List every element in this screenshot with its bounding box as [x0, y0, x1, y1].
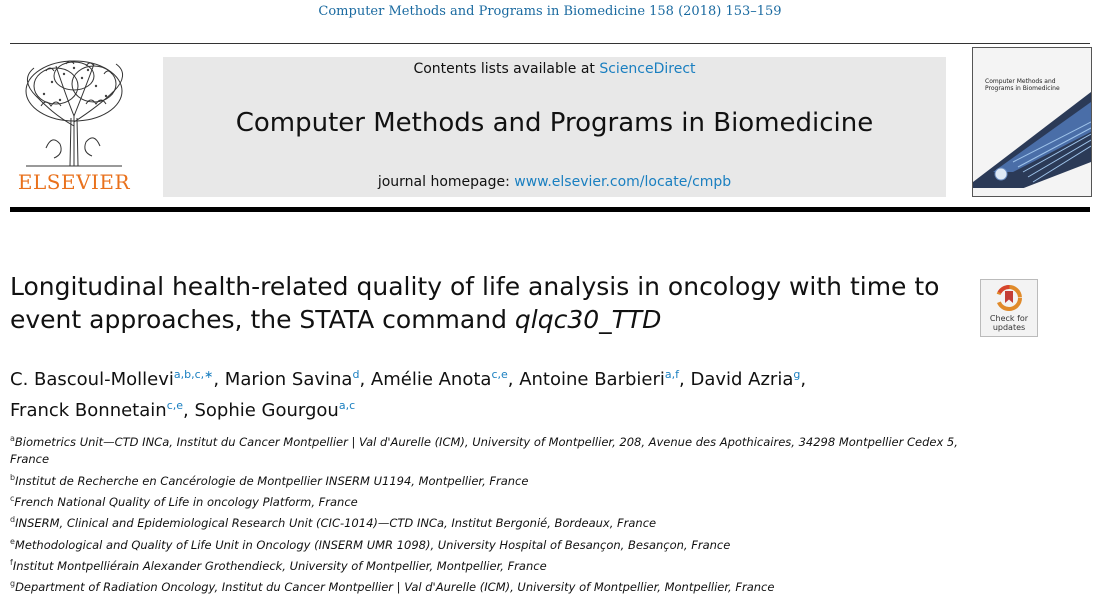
affiliation-item — [10, 490, 970, 511]
homepage-prefix: journal homepage: — [377, 174, 515, 190]
affiliation-label: g — [10, 579, 16, 589]
author-name[interactable]: David Azria — [690, 369, 794, 390]
affiliation-text: Biometrics Unit—CTD INCa, Institut du Cancer Montpellier | Val d'Aurelle (ICM), University of Montpellier, 208, Avenue des Apothicaires, 34298 Montpellier Cedex 5, France — [10, 434, 958, 467]
badge-line1: Check for — [989, 314, 1029, 323]
check-for-updates-badge[interactable] — [980, 279, 1038, 337]
author-name[interactable]: C. Bascoul-Mollevi — [10, 369, 174, 390]
affiliation-text: Methodological and Quality of Life Unit in Oncology (INSERM UMR 1098), University Hospital of Besançon, Besançon, France — [14, 537, 731, 552]
affiliation-text: Institut de Recherche en Cancérologie de Montpellier INSERM U1194, Montpellier, France — [15, 473, 529, 488]
article-title-main: Longitudinal health-related quality of life analysis in oncology with time to event approaches, the STATA command — [10, 272, 940, 334]
sciencedirect-link[interactable]: ScienceDirect — [599, 61, 696, 77]
article-title — [10, 270, 950, 336]
header-divider — [10, 207, 1090, 212]
author-affiliation-marker[interactable]: d — [352, 368, 360, 381]
affiliation-text: INSERM, Clinical and Epidemiological Research Unit (CIC-1014)—CTD INCa, Institut Bergonié, Bordeaux, France — [15, 516, 657, 531]
author-entry: C. Bascoul-Mollevi$^{a,b,c,∗}$, — [10, 368, 225, 390]
header-rule — [10, 43, 1090, 44]
author-affiliation-marker[interactable]: a,c — [338, 399, 356, 412]
cover-title: Computer Methods and Programs in Biomedicine — [985, 78, 1060, 92]
affiliation-text: Institut Montpelliérain Alexander Grothendieck, University of Montpellier, Montpellier, France — [12, 558, 547, 573]
affiliation-text: Department of Radiation Oncology, Institut du Cancer Montpellier | Val d'Aurelle (ICM), University of Montpellier, Montpellier, France — [15, 580, 775, 595]
journal-title: Computer Methods and Programs in Biomedicine — [235, 108, 874, 138]
affiliation-label: a — [10, 434, 15, 443]
affiliation-label: f — [10, 558, 13, 568]
contents-prefix: Contents lists available at — [413, 61, 600, 77]
author-affiliation-marker[interactable]: g — [793, 368, 801, 381]
homepage-link[interactable]: www.elsevier.com/locate/cmpb — [514, 174, 732, 190]
author-affiliation-marker[interactable]: c,e — [491, 368, 508, 381]
author-entry: Franck Bonnetain$^{c,e}$, — [10, 399, 195, 421]
author-entry: David Azria$^g$, — [690, 368, 807, 390]
author-name[interactable]: Amélie Anota — [370, 369, 492, 390]
affiliation-label: e — [10, 536, 15, 546]
check-for-updates-icon — [995, 284, 1023, 312]
affiliation-item — [10, 533, 970, 554]
affiliation-label: b — [10, 472, 16, 482]
cover-art-icon — [973, 92, 1091, 196]
author-name[interactable]: Antoine Barbieri — [519, 369, 665, 390]
affiliation-text: French National Quality of Life in oncology Platform, France — [14, 494, 358, 509]
author-entry: Marion Savina$^d$, — [224, 368, 371, 390]
author-name[interactable]: Franck Bonnetain — [10, 400, 167, 421]
journal-banner — [163, 57, 946, 197]
homepage-line — [163, 174, 946, 190]
badge-line2: updates — [992, 323, 1026, 332]
elsevier-logo[interactable] — [10, 56, 138, 198]
affiliation-label: c — [10, 494, 15, 504]
journal-citation[interactable]: Computer Methods and Programs in Biomedicine 158 (2018) 153–159 — [318, 4, 782, 19]
author-entry: Antoine Barbieri$^{a,f}$, — [519, 368, 691, 390]
author-affiliation-marker[interactable]: a,f — [664, 368, 680, 381]
journal-cover-image[interactable] — [972, 47, 1092, 197]
affiliation-item — [10, 554, 970, 575]
elsevier-wordmark: ELSEVIER — [17, 170, 131, 194]
affiliation-label: d — [10, 515, 16, 525]
author-entry: Amélie Anota$^{c,e}$, — [370, 368, 520, 390]
author-entry — [194, 400, 355, 421]
author-name[interactable]: Sophie Gourgou — [194, 400, 339, 421]
article-title-command: qlqc30_TTD — [514, 305, 662, 334]
affiliation-item — [10, 430, 970, 469]
author-list — [10, 362, 970, 424]
author-affiliation-marker[interactable]: a,b,c,∗ — [173, 368, 214, 381]
author-affiliation-marker[interactable]: c,e — [166, 399, 183, 412]
contents-line — [163, 61, 946, 77]
affiliation-item — [10, 469, 970, 490]
author-name[interactable]: Marion Savina — [224, 369, 353, 390]
affiliation-item — [10, 511, 970, 532]
affiliation-item — [10, 575, 970, 596]
elsevier-tree-icon — [16, 56, 132, 168]
check-for-updates-label — [981, 314, 1037, 332]
